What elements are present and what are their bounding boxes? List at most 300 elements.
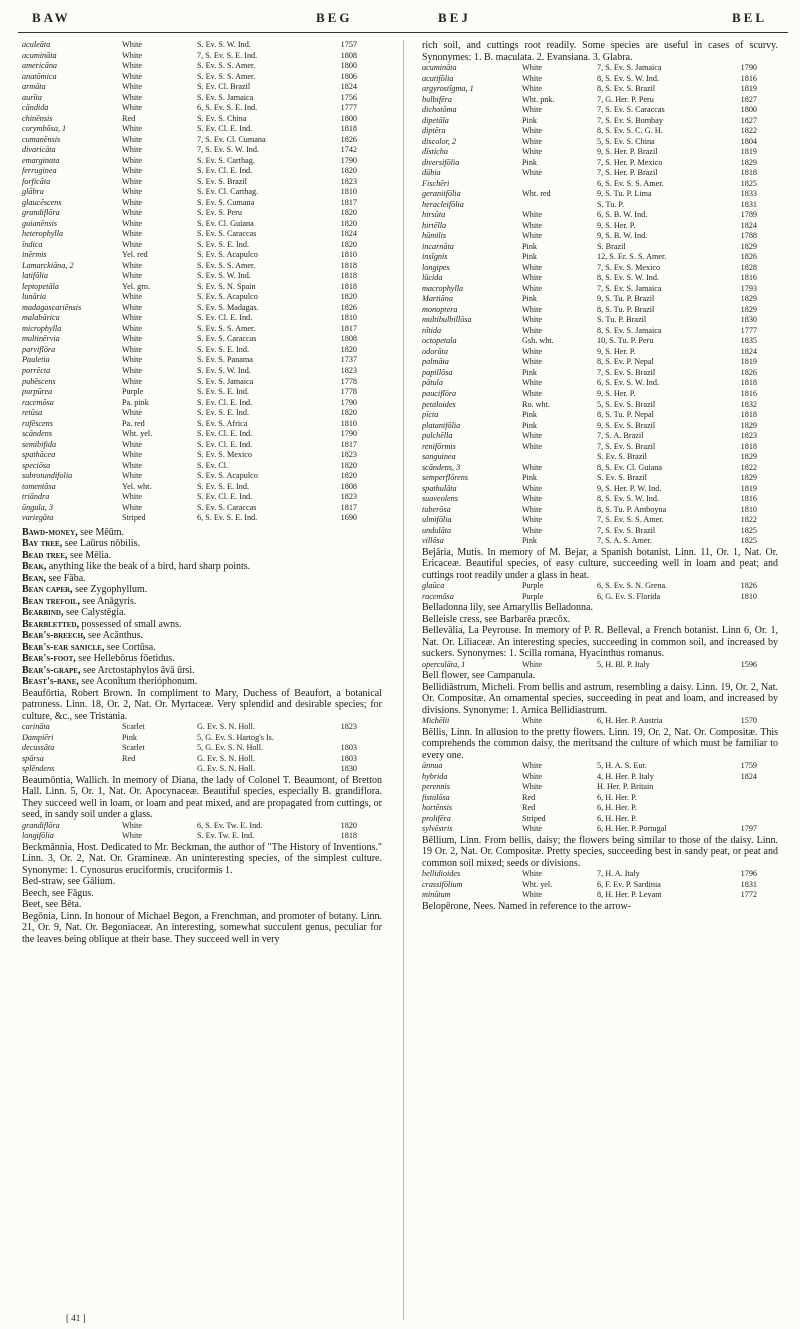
culture-code: S. Ev. S. Africa	[197, 418, 248, 428]
flower-color: Pink	[122, 732, 138, 742]
ref-head: Bearbind,	[22, 607, 64, 619]
species-name: discolor, 2	[422, 136, 457, 146]
species-table-bellium	[422, 869, 778, 901]
species-name: divaricāta	[22, 145, 56, 155]
table-row	[422, 284, 778, 295]
introduced-year: 1824	[340, 229, 357, 239]
species-name: prolifēra	[422, 813, 451, 823]
flower-color: White	[522, 388, 543, 398]
table-row	[22, 229, 382, 240]
table-row	[422, 74, 778, 85]
culture-code: S. Ev. S. W. Ind.	[197, 40, 251, 49]
cross-reference	[22, 527, 382, 539]
introduced-year: 1823	[340, 492, 357, 502]
table-row	[22, 82, 382, 93]
species-name: variegāta	[22, 513, 54, 523]
introduced-year: 1756	[340, 92, 357, 102]
flower-color: Pink	[522, 157, 538, 167]
introduced-year: 1818	[740, 168, 757, 178]
table-row	[422, 793, 778, 804]
table-row	[22, 366, 382, 377]
flower-color: White	[522, 515, 543, 525]
culture-code: 6, G. Ev. S. Florida	[597, 591, 661, 601]
species-name: heracleifōlia	[422, 199, 464, 209]
species-name: dichotōma	[422, 105, 457, 115]
flower-color: White	[122, 145, 143, 155]
introduced-year: 1778	[340, 387, 357, 397]
introduced-year: 1829	[740, 294, 757, 304]
introduced-year: 1818	[340, 831, 357, 841]
flower-color: White	[522, 504, 543, 514]
species-name: undulāta	[422, 525, 452, 535]
ref-text: see Arctostaphylos āvā ūrsi.	[80, 664, 195, 676]
table-row	[422, 378, 778, 389]
header-right: BEL	[732, 10, 768, 25]
ref-text: see Mēūm.	[77, 526, 125, 538]
introduced-year: 1777	[740, 325, 757, 335]
species-name: perennis	[422, 782, 450, 792]
table-row	[22, 61, 382, 72]
introduced-year: 1820	[340, 239, 357, 249]
cross-reference	[22, 573, 382, 585]
ref-text: possessed of small awns.	[79, 618, 182, 630]
flower-color: White	[122, 831, 143, 841]
introduced-year: 1823	[340, 365, 357, 375]
species-name: cāndida	[22, 103, 49, 113]
ref-head: Bear's-foot,	[22, 653, 76, 665]
table-row	[422, 84, 778, 95]
species-name: parviflōra	[22, 344, 56, 354]
flower-color: White	[122, 355, 143, 365]
introduced-year: 1817	[340, 323, 357, 333]
species-name: suaveolens	[422, 494, 458, 504]
flower-color: White	[122, 61, 143, 71]
species-name: renifōrmis	[422, 441, 456, 451]
table-row	[22, 156, 382, 167]
cross-reference	[22, 550, 382, 562]
flower-color: White	[522, 126, 543, 136]
culture-code: S. Ev. S. W. Ind.	[197, 365, 251, 375]
introduced-year: 1825	[740, 525, 757, 535]
species-name: inērmis	[22, 250, 47, 260]
species-name: aculeāta	[22, 40, 51, 49]
flower-color: White	[522, 716, 543, 726]
culture-code: 8, S. Tu. P. Nepal	[597, 410, 654, 420]
cross-reference	[22, 596, 382, 608]
table-row	[422, 389, 778, 400]
species-name: scāndens	[22, 429, 53, 439]
species-name: petaloides	[422, 399, 456, 409]
species-name: heterophylla	[22, 229, 64, 239]
flower-color: White	[522, 315, 543, 325]
introduced-year: 1820	[340, 292, 357, 302]
culture-code: 7, S. Her. P. Brazil	[597, 168, 658, 178]
introduced-year: 1818	[340, 124, 357, 134]
flower-color: Yel. red	[122, 250, 148, 260]
introduced-year: 1829	[740, 304, 757, 314]
flower-color: Purple	[122, 387, 144, 397]
introduced-year: 1804	[740, 136, 757, 146]
species-name: grandiflōra	[22, 820, 60, 830]
culture-code: S. Tu. P.	[597, 199, 625, 209]
table-row	[422, 210, 778, 221]
flower-color: Pink	[522, 536, 538, 546]
species-name: multinērvia	[22, 334, 60, 344]
table-row	[422, 716, 778, 727]
flower-color	[522, 179, 597, 190]
introduced-year: 1820	[340, 820, 357, 830]
culture-code: 6, S. B. W. Ind.	[597, 210, 648, 220]
table-row	[422, 273, 778, 284]
species-name: grandiflōra	[22, 208, 60, 218]
table-row	[422, 824, 778, 835]
culture-code: S. Ev. S. Brazil	[197, 176, 247, 186]
flower-color: White	[522, 63, 543, 72]
table-row	[22, 503, 382, 514]
table-row	[22, 250, 382, 261]
introduced-year: 1826	[340, 302, 357, 312]
flower-color: White	[522, 869, 543, 879]
culture-code: 8, S. Ev. S. C. G. H.	[597, 126, 663, 136]
culture-code: 9, S. Tu. P. Lima	[597, 189, 652, 199]
flower-color: White	[522, 761, 543, 771]
table-row	[22, 398, 382, 409]
culture-code: 6, F. Ev. P. Sardinia	[597, 879, 661, 889]
introduced-year: 1820	[340, 208, 357, 218]
table-row	[422, 494, 778, 505]
flower-color: White	[522, 659, 543, 669]
introduced-year: 1777	[340, 103, 357, 113]
cross-reference: Belladonna lily, see Amaryllis Belladonna.	[422, 602, 593, 614]
flower-color: Pink	[522, 420, 538, 430]
species-name: hirtēlla	[422, 220, 447, 230]
culture-code: 6, H. Her. P.	[597, 813, 637, 823]
culture-code: S. Ev. S. Carthag.	[197, 155, 255, 165]
culture-code: S. Ev. S. S. Amer.	[197, 260, 256, 270]
species-name: latifōlia	[22, 271, 48, 281]
header-rule	[18, 32, 788, 33]
culture-code: S. Ev. Cl. E. Ind.	[197, 397, 253, 407]
culture-code: 8, S. Ev. S. W. Ind.	[597, 494, 660, 504]
species-name: acumināta	[422, 63, 457, 72]
species-name: operculāta, 1	[422, 659, 466, 669]
introduced-year: 1803	[340, 743, 357, 753]
introduced-year: 1778	[340, 376, 357, 386]
culture-code: S. Ev. S. Caraccas	[197, 229, 257, 239]
culture-code: 7, S. Ev. S. Brazil	[597, 525, 656, 535]
table-row	[22, 114, 382, 125]
culture-code: 6, H. Her. P. Portugal	[597, 824, 667, 834]
ref-text: see Mēlia.	[67, 549, 112, 561]
introduced-year: 1825	[740, 536, 757, 546]
species-name: dipetāla	[422, 115, 449, 125]
species-name: pīcta	[422, 410, 439, 420]
flower-color: White	[122, 365, 143, 375]
flower-color: Yel. wht.	[122, 481, 152, 491]
table-row	[422, 200, 778, 211]
ref-text: anything like the beak of a bird, hard sharp points.	[46, 561, 251, 573]
table-row	[22, 355, 382, 366]
culture-code: 6, H. Her. P. Austria	[597, 716, 663, 726]
flower-color: White	[522, 782, 543, 792]
introduced-year: 1800	[740, 105, 757, 115]
flower-color: White	[522, 357, 543, 367]
table-row	[422, 473, 778, 484]
species-name: dīsticha	[422, 147, 448, 157]
species-name: villōsa	[422, 536, 444, 546]
culture-code: S. Ev. Cl. E. Ind.	[197, 439, 253, 449]
introduced-year: 1829	[740, 473, 757, 483]
species-name: Lamarckiāna, 2	[22, 260, 74, 270]
flower-color: Pa. pink	[122, 397, 149, 407]
introduced-year: 1808	[340, 50, 357, 60]
flower-color	[122, 764, 197, 775]
culture-code: S. Ev. S. W. Ind.	[197, 271, 251, 281]
introduced-year	[717, 814, 757, 825]
table-row	[422, 326, 778, 337]
culture-code: S. Ev. Cl. E. Ind.	[197, 429, 253, 439]
culture-code: 7, S. Ev. S. Caraccas	[597, 105, 665, 115]
flower-color: Pink	[522, 367, 538, 377]
flower-color: White	[522, 304, 543, 314]
flower-color: White	[522, 273, 543, 283]
introduced-year: 1823	[740, 431, 757, 441]
culture-code: 7, S. Ev. S. Bombay	[597, 115, 663, 125]
culture-code: 9, S. Her. P. W. Ind.	[597, 483, 662, 493]
culture-code: 5, G. Ev. S. Hartog's Is.	[197, 732, 274, 742]
species-name: cumanēnsis	[22, 134, 61, 144]
table-row	[22, 334, 382, 345]
table-row	[422, 410, 778, 421]
begonia-continuation: rich soil, and cuttings root readily. Some species are useful in cases of scurvy. Synonymes: 1. B. maculata. 2. Evansiana. 3. Glabra.	[422, 40, 778, 63]
culture-code: S. Ev. S. Caraccas	[197, 334, 257, 344]
table-row	[422, 526, 778, 537]
table-row	[422, 431, 778, 442]
cross-reference	[22, 607, 382, 619]
species-name: longipes	[422, 262, 450, 272]
introduced-year: 1826	[740, 252, 757, 262]
introduced-year: 1816	[740, 73, 757, 83]
culture-code: S. Tu. P. Brazil	[597, 315, 647, 325]
table-row	[22, 440, 382, 451]
table-row	[422, 761, 778, 772]
cross-reference	[22, 676, 382, 688]
table-row	[22, 124, 382, 135]
introduced-year: 1788	[740, 231, 757, 241]
culture-code: 10, S. Tu. P. Peru	[597, 336, 654, 346]
cross-reference	[22, 630, 382, 642]
flower-color: White	[522, 771, 543, 781]
table-row	[22, 135, 382, 146]
introduced-year: 1800	[340, 61, 357, 71]
species-name: semibifida	[22, 439, 57, 449]
flower-color: Red	[522, 792, 536, 802]
table-row	[22, 831, 382, 842]
flower-color: White	[522, 262, 543, 272]
flower-color: White	[122, 439, 143, 449]
culture-code: 8, S. Ev. S. Brazil	[597, 84, 656, 94]
species-name: insīgnis	[422, 252, 448, 262]
column-rule	[403, 40, 404, 1320]
introduced-year: 1797	[740, 824, 757, 834]
species-name: sanguinea	[422, 452, 456, 462]
species-name: hirsūta	[422, 210, 446, 220]
species-name: minūtum	[422, 890, 451, 900]
introduced-year: 1772	[740, 890, 757, 900]
culture-code: 5, S. Ev. S. Brazil	[597, 399, 656, 409]
table-row	[22, 450, 382, 461]
flower-color: White	[122, 197, 143, 207]
culture-code: S. Ev. S. Caraccas	[197, 502, 257, 512]
species-name: papillōsa	[422, 367, 453, 377]
flower-color: Pink	[522, 115, 538, 125]
cross-reference: Belleisle cress, see Barbarēa præcōx.	[422, 613, 571, 625]
introduced-year: 1820	[340, 218, 357, 228]
flower-color: White	[122, 103, 143, 113]
table-row	[22, 261, 382, 272]
table-row	[422, 463, 778, 474]
culture-code: 7, G. Her. P. Peru	[597, 94, 654, 104]
table-row	[22, 513, 382, 524]
species-table-bauhinia	[22, 40, 382, 524]
species-name: ulmifōlia	[422, 515, 452, 525]
table-row	[422, 189, 778, 200]
flower-color: White	[122, 50, 143, 60]
right-column	[422, 40, 778, 912]
entry-beaumontia: Beaumōntia, Wallich. In memory of Diana, the lady of Colonel T. Beaumont, of Bretton Hall. Linn. 5, Or. 1, Nat. Or. Apocynaceæ. Beautiful species, especially B. grandiflora. They succeed well in loam, or loam and peat mixed, and are propagated from cuttings, or seed, in sandy soil under a glass.	[22, 774, 382, 821]
cross-references-right	[422, 602, 778, 625]
species-name: crassifōlium	[422, 879, 463, 889]
species-name: tomentōsa	[22, 481, 56, 491]
introduced-year: 1824	[740, 346, 757, 356]
introduced-year: 1819	[740, 483, 757, 493]
introduced-year: 1818	[340, 281, 357, 291]
table-row	[22, 764, 382, 775]
introduced-year: 1690	[340, 513, 357, 523]
introduced-year: 1822	[740, 515, 757, 525]
flower-color: Pink	[522, 410, 538, 420]
introduced-year: 1820	[340, 166, 357, 176]
introduced-year: 1822	[740, 126, 757, 136]
species-name: ferruginea	[22, 166, 57, 176]
ref-head: Bean caper,	[22, 584, 73, 596]
culture-code: 9, S. Her. P.	[597, 346, 636, 356]
culture-code: S. Ev. S. E. Ind.	[197, 481, 250, 491]
culture-code: 8, H. Her. P. Levant	[597, 890, 662, 900]
table-row	[22, 408, 382, 419]
culture-code: S. Ev. Cl. Brazil	[197, 82, 251, 92]
table-row	[422, 442, 778, 453]
table-row	[22, 345, 382, 356]
ref-head: Bead tree,	[22, 549, 68, 561]
table-row	[422, 880, 778, 891]
introduced-year: 1596	[740, 659, 757, 669]
entry-bejaria: Bejāria, Mutis. In memory of M. Bejar, a Spanish botanist. Linn. 11, Or. 1, Nat. Or. Ericaceæ. Beautiful species, of easy culture, succeeding well in loam and peat; and cuttings root readily under a glass in heat.	[422, 546, 778, 581]
introduced-year: 1790	[340, 429, 357, 439]
table-row	[422, 515, 778, 526]
table-row	[22, 271, 382, 282]
ref-head: Bawd-money,	[22, 526, 78, 538]
table-row	[422, 772, 778, 783]
species-name: splēndens	[22, 764, 55, 774]
species-name: īndica	[22, 239, 43, 249]
culture-code: 6, S. Ev. S. N. Grena.	[597, 581, 668, 591]
culture-code: 7, S. A. S. Amer.	[597, 536, 652, 546]
species-name: dūbia	[422, 168, 441, 178]
culture-code: S. Ev. S. Acapulco	[197, 250, 258, 260]
species-name: longifōlia	[22, 831, 54, 841]
table-row	[22, 177, 382, 188]
culture-code: 9, S. Her. P.	[597, 388, 636, 398]
species-name: Martiāna	[422, 294, 453, 304]
cross-reference	[22, 561, 382, 573]
flower-color: Pink	[522, 473, 538, 483]
culture-code: 7, S. Ev. S. S. Amer.	[597, 515, 664, 525]
table-row	[422, 263, 778, 274]
flower-color: White	[122, 334, 143, 344]
species-name: americāna	[22, 61, 58, 71]
introduced-year: 1790	[740, 63, 757, 72]
entry-bellidiastrum: Bellidiāstrum, Micheli. From bellis and astrum, resembling a daisy. Linn. 19, Or. 2, Nat. Or. Compositæ. An ornamental species, succeeding in peat and loam, and increased by divisions. Synonyme: 1. Arnica Bellidiastrum.	[422, 681, 778, 716]
species-name: platanifōlia	[422, 420, 461, 430]
table-row	[22, 377, 382, 388]
entry-beaufortia: Beaufōrtia, Robert Brown. In compliment to Mary, Duchess of Beaufort, a botanical patroness. Linn. 18, Or. 2, Nat. Or. Myrtaceæ. Very splendid and desirable species; for culture, &c., see Tristania.	[22, 687, 382, 722]
species-name: lunāria	[22, 292, 47, 302]
flower-color: White	[122, 187, 143, 197]
species-name: anatōmica	[22, 71, 57, 81]
culture-code: S. Ev. S. Brazil	[597, 452, 647, 462]
introduced-year: 1818	[340, 260, 357, 270]
flower-color: White	[122, 271, 143, 281]
culture-code: S. Ev. S. Acapulco	[197, 471, 258, 481]
table-row	[22, 198, 382, 209]
species-name: hortēnsis	[422, 803, 453, 813]
introduced-year: 1826	[740, 367, 757, 377]
flower-color: White	[122, 502, 143, 512]
culture-code: 7, S. A. Brazil	[597, 431, 644, 441]
species-name: sylvēstris	[422, 824, 453, 834]
table-row	[422, 294, 778, 305]
flower-color: White	[522, 431, 543, 441]
species-name: spathulāta	[422, 483, 457, 493]
introduced-year: 1835	[740, 336, 757, 346]
dictionary-page	[18, 8, 788, 1323]
culture-code: 6, S. Ev. S. E. Ind.	[197, 103, 258, 113]
table-row	[22, 145, 382, 156]
table-row	[422, 400, 778, 411]
table-row	[422, 305, 778, 316]
flower-color	[522, 200, 597, 211]
introduced-year: 1827	[740, 94, 757, 104]
culture-code: 9, S. Her. P.	[597, 220, 636, 230]
cross-reference	[22, 619, 382, 631]
table-row	[422, 126, 778, 137]
introduced-year: 1742	[340, 145, 357, 155]
flower-color: White	[522, 168, 543, 178]
flower-color: Wht. red	[522, 189, 551, 199]
flower-color: White	[122, 408, 143, 418]
flower-color: Striped	[122, 513, 146, 523]
flower-color: Red	[122, 753, 136, 763]
introduced-year: 1826	[740, 581, 757, 591]
species-name: macrophylla	[422, 283, 464, 293]
table-row	[22, 419, 382, 430]
table-row	[22, 722, 382, 733]
flower-color: White	[522, 136, 543, 146]
flower-color: White	[122, 124, 143, 134]
culture-code: 5, G. Ev. S. N. Holl.	[197, 743, 264, 753]
culture-code: 4, H. Her. P. Italy	[597, 771, 654, 781]
